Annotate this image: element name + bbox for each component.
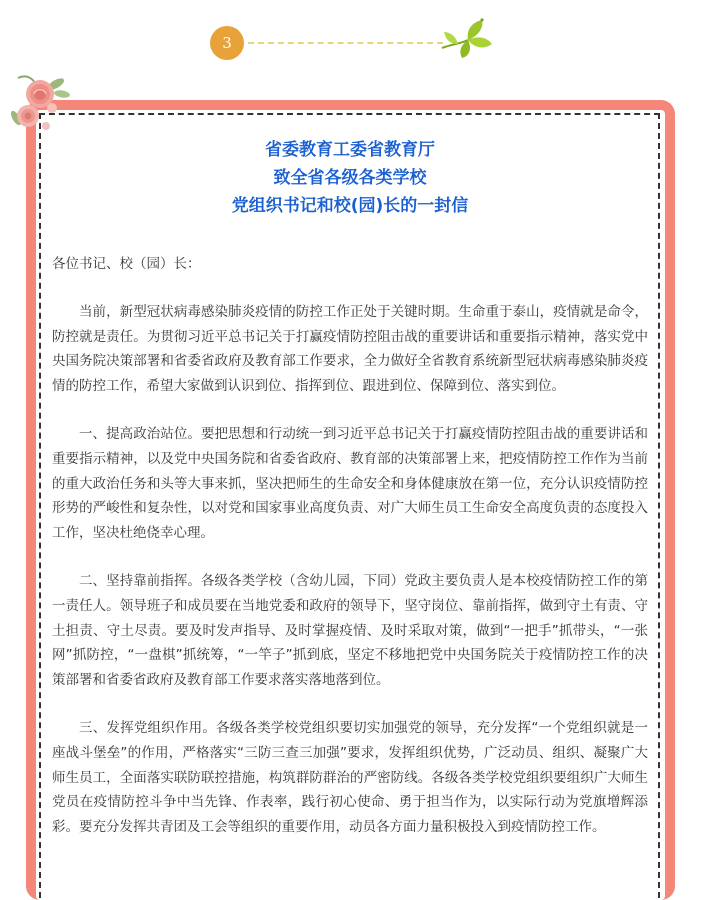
rose-flower-icon — [8, 70, 72, 140]
paragraph-intro: 当前，新型冠状病毒感染肺炎疫情的防控工作正处于关键时期。生命重于泰山，疫情就是命令，防控就是责任。为贯彻习近平总书记关于打赢疫情防控阻击战的重要讲话和重要指示精神，落实党中央国务院决策部署和省委省政府及教育部工作要求，全力做好全省教育系统新型冠状病毒感染肺炎疫情的防控工作，希望大家做到认识到位、指挥到位、跟进到位、保障到位、落实到位。 — [52, 304, 648, 394]
salutation: 各位书记、校（园）长： — [52, 256, 201, 272]
leaf-icon — [438, 14, 496, 60]
paragraph-point-1: 一、提高政治站位。要把思想和行动统一到习近平总书记关于打赢疫情防控阻击战的重要讲话和重要指示精神，以及党中央国务院和省委省政府、教育部的决策部署上来，把疫情防控工作作为当前的重大政治任务和头等大事来抓，坚决把师生的生命安全和身体健康放在第一位，充分认识疫情防控形势的严峻性和复杂性，以对党和国家事业高度负责、对广大师生员工生命安全高度负责的态度投入工作，坚决杜绝侥幸心理。 — [52, 426, 648, 541]
step-number-badge: 3 — [210, 26, 244, 60]
letter-content — [52, 130, 648, 839]
title-line-3: 党组织书记和校(园)长的一封信 — [231, 196, 469, 216]
dashed-connector — [248, 42, 443, 44]
paragraph-point-2: 二、坚持靠前指挥。各级各类学校（含幼儿园，下同）党政主要负责人是本校疫情防控工作的第一责任人。领导班子和成员要在当地党委和政府的领导下，坚守岗位、靠前指挥，做到守土有责、守土担责、守土尽责。要及时发声指导、及时掌握疫情、及时采取对策，做到“一把手”抓带头，“一张网”抓防控，“一盘棋”抓统筹，“一竿子”抓到底，坚定不移地把党中央国务院关于疫情防控工作的决策部署和省委省政府及教育部工作要求落实落地落到位。 — [52, 573, 648, 688]
title-line-2: 致全省各级各类学校 — [273, 168, 427, 188]
letter-title — [52, 136, 648, 220]
title-line-1: 省委教育工委省教育厅 — [265, 140, 435, 160]
top-decoration — [0, 0, 701, 75]
paragraph-point-3: 三、发挥党组织作用。各级各类学校党组织要切实加强党的领导，充分发挥“一个党组织就是一座战斗堡垒”的作用，严格落实“三防三查三加强”要求，发挥组织优势，广泛动员、组织、凝聚广大师生员工，全面落实联防联控措施，构筑群防群治的严密防线。各级各类学校党组织要组织广大师生党员在疫情防控斗争中当先锋、作表率，践行初心使命、勇于担当作为，以实际行动为党旗增辉添彩。要充分发挥共青团及工会等组织的重要作用，动员各方面力量积极投入到疫情防控工作。 — [52, 720, 648, 835]
